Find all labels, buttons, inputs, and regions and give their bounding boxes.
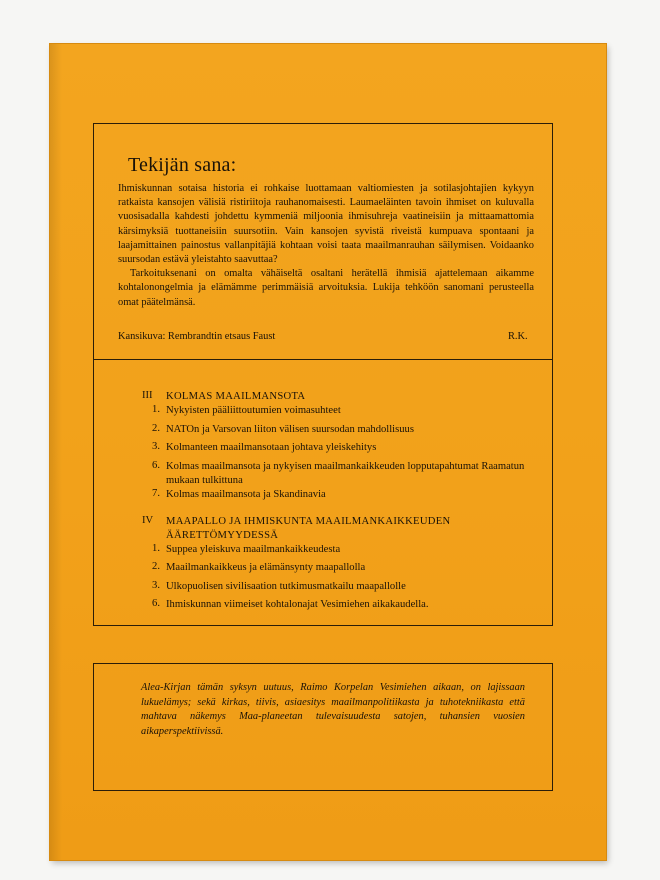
- chapter-title: NATOn ja Varsovan liiton välisen suursodan mahdollisuus: [166, 424, 414, 435]
- chapter-title: Kolmas maailmansota ja Skandinavia: [166, 489, 326, 500]
- chapter-number: 1.: [152, 404, 160, 415]
- cover-image-credit: Kansikuva: Rembrandtin etsaus Faust: [118, 331, 276, 342]
- chapter-number: 2.: [152, 423, 160, 434]
- publisher-blurb: Alea-Kirjan tämän syksyn uutuus, Raimo Korpelan Vesimiehen aikaan, on lajissaan lukuelämys; sekä kirkas, tiivis, asiaesitys maailmanpolitiikasta ja tuhotekniikasta että mahtava näkemys Maa-planeetan tulevaisuudesta satojen, tuhansien vuosien aikaperspektiivissä.: [141, 682, 525, 737]
- part-title: KOLMAS MAAILMANSOTA: [166, 391, 306, 402]
- part-title: MAAPALLO JA IHMISKUNTA MAAILMANKAIKKEUDEN ÄÄRETTÖMYYDESSÄ: [166, 516, 451, 541]
- chapter-title: Maailmankaikkeus ja elämänsynty maapallolla: [166, 562, 366, 573]
- chapter-title: Kolmanteen maailmansotaan johtava yleiskehitys: [166, 442, 377, 453]
- chapter-number: 6.: [152, 460, 160, 471]
- chapter-number: 3.: [152, 441, 160, 452]
- chapter-title: Ihmiskunnan viimeiset kohtalonajat Vesimiehen aikakaudella.: [166, 599, 429, 610]
- foreword-paragraph: Ihmiskunnan sotaisa historia ei rohkaise luottamaan valtiomiesten ja sotilasjohtajien kykyyn ratkaista kansojen välisiä ristiriitoja rauhanomaisesti. Laumaeläinten tavoin ihmiset on kuluvalla vuosisadalla kahdesti johdettu kymmeniä miljoonia ihmisuhreja vaatineisiin ja mittaamattomia kärsimyksiä tuottaneisiin suursotiin. Vain kansojen syvistä riveistä kumpuava spontaani ja laajamittainen painostus vallanpitäjiä kohtaan voisi taata maailmanrauhan säilymisen. Voidaanko suursodan estävä yleistahto saavuttaa?: [118, 183, 534, 266]
- foreword-text: [118, 182, 534, 310]
- author-initials: R.K.: [508, 331, 528, 342]
- chapter-number: 2.: [152, 561, 160, 572]
- chapter-number: 1.: [152, 543, 160, 554]
- chapter-title: Ulkopuolisen sivilisaation tutkimusmatkailu maapallolle: [166, 581, 406, 592]
- chapter-title: Nykyisten pääliittoutumien voimasuhteet: [166, 405, 341, 416]
- chapter-number: 7.: [152, 488, 160, 499]
- part-number: IV: [142, 515, 154, 526]
- chapter-number: 6.: [152, 598, 160, 609]
- cover-spine-shadow: [50, 44, 62, 860]
- foreword-paragraph: Tarkoituksenani on omalta vähäiseltä osaltani herätellä ihmisiä ajattelemaan aikamme kohtalonongelmia ja elämämme perimmäisiä arvoituksia. Lukija tehköön sanomani perusteella omat päätelmänsä.: [118, 268, 534, 308]
- part-number: III: [142, 390, 153, 401]
- chapter-title: Kolmas maailmansota ja nykyisen maailmankaikkeuden lopputapahtumat Raamatun mukaan tulkittuna: [166, 461, 525, 486]
- chapter-number: 3.: [152, 580, 160, 591]
- chapter-title: Suppea yleiskuva maailmankaikkeudesta: [166, 544, 341, 555]
- frame-divider: [93, 359, 553, 360]
- foreword-heading: Tekijän sana:: [128, 154, 237, 176]
